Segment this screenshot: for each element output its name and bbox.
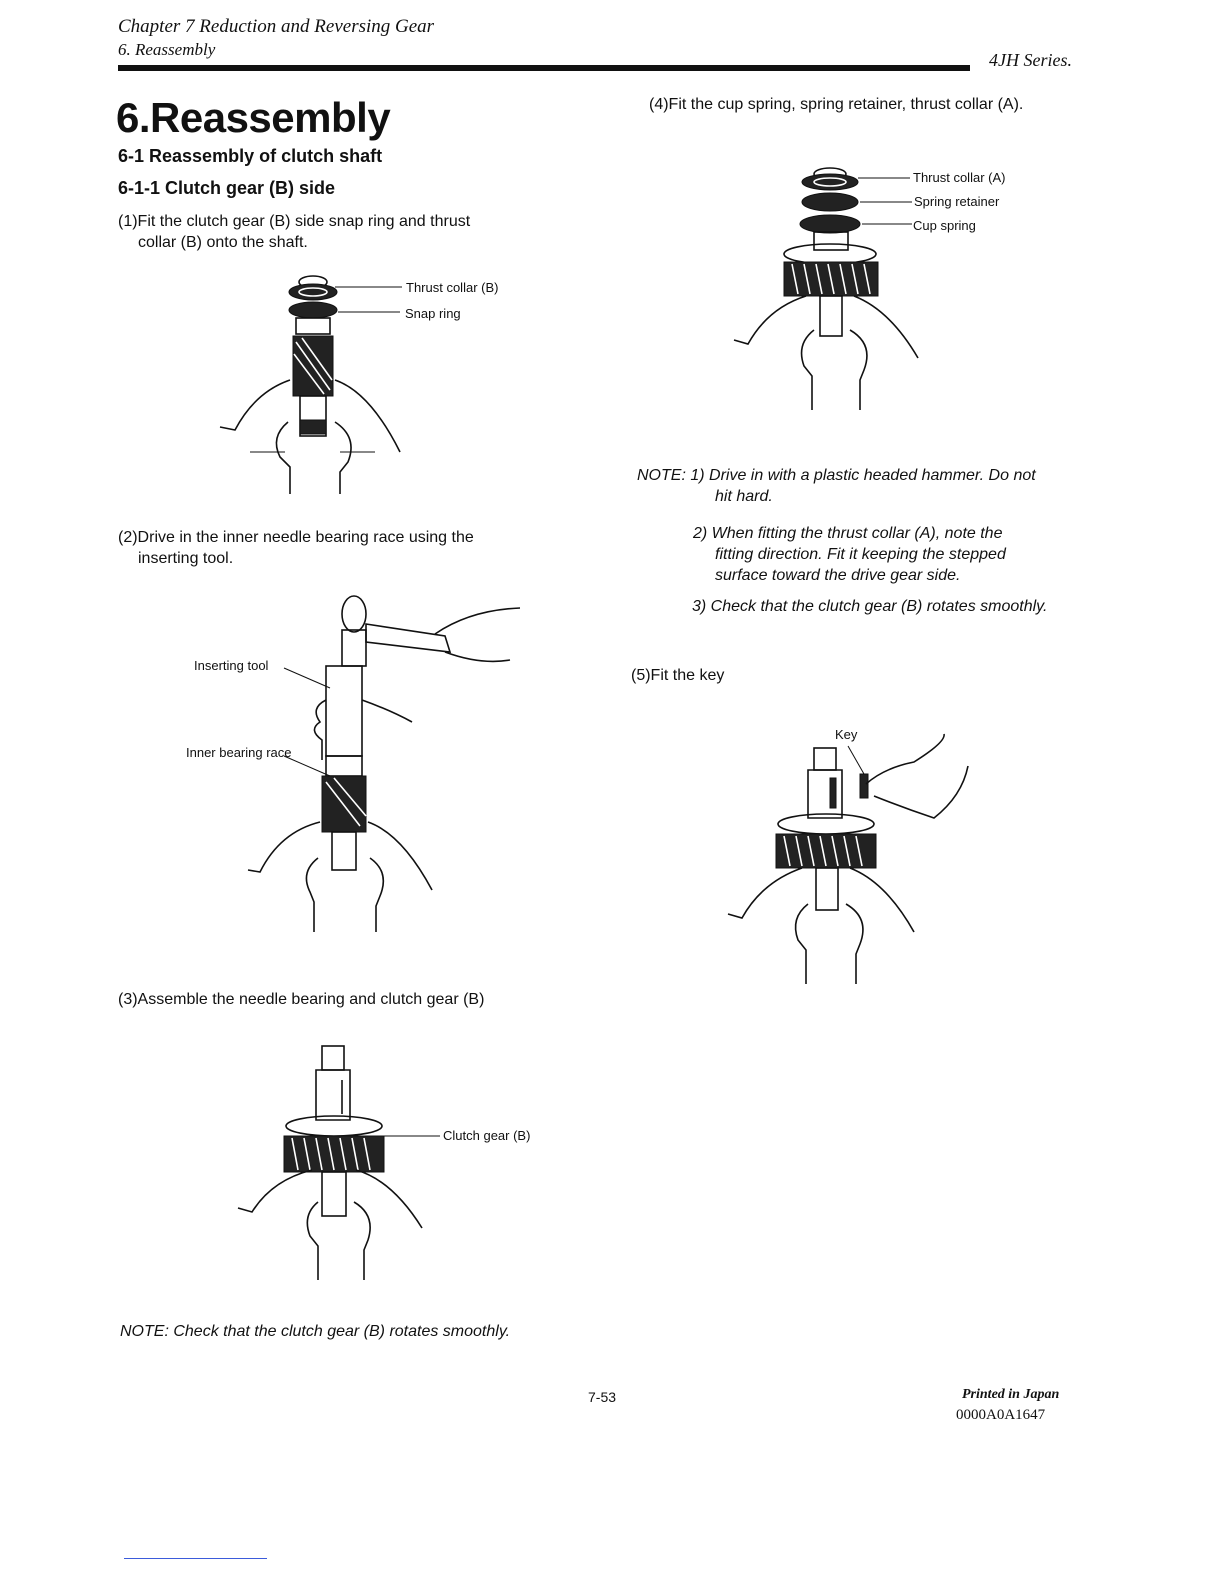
step-3: (3)Assemble the needle bearing and clutch gear (B) xyxy=(118,991,485,1008)
step-4: (4)Fit the cup spring, spring retainer, thrust collar (A). xyxy=(649,96,1024,113)
label-thrust-collar-a: Thrust collar (A) xyxy=(913,170,1006,185)
label-snap-ring: Snap ring xyxy=(405,306,461,321)
label-thrust-collar-b: Thrust collar (B) xyxy=(406,280,499,295)
step-1-line-1: (1)Fit the clutch gear (B) side snap ring and thrust xyxy=(118,213,471,230)
document-code: 0000A0A1647 xyxy=(956,1407,1046,1423)
chapter-header: Chapter 7 Reduction and Reversing Gear xyxy=(118,16,435,37)
subsection-6-1-1: 6-1-1 Clutch gear (B) side xyxy=(118,178,336,198)
subsection-6-1: 6-1 Reassembly of clutch shaft xyxy=(118,146,383,166)
step-1-line-2: collar (B) onto the shaft. xyxy=(138,234,308,251)
step-2 xyxy=(118,527,548,569)
label-cup-spring: Cup spring xyxy=(913,218,976,233)
note-right-1-line-2: hit hard. xyxy=(715,488,773,505)
note-right-2 xyxy=(693,523,1093,586)
figure-fit-key xyxy=(724,728,1004,990)
label-key: Key xyxy=(835,727,858,742)
series-label: 4JH Series. xyxy=(989,50,1072,70)
note-right-1-line-1: NOTE: 1) Drive in with a plastic headed hammer. Do not xyxy=(637,467,1036,484)
label-inner-bearing-race: Inner bearing race xyxy=(186,745,292,760)
label-clutch-gear-b: Clutch gear (B) xyxy=(443,1128,531,1143)
step-5: (5)Fit the key xyxy=(631,667,725,684)
label-spring-retainer: Spring retainer xyxy=(914,194,1000,209)
label-inserting-tool: Inserting tool xyxy=(194,658,269,673)
step-1 xyxy=(118,211,548,253)
note-right-2-line-2: fitting direction. Fit it keeping the stepped xyxy=(715,546,1006,563)
bottom-rule xyxy=(124,1558,267,1559)
note-right-1 xyxy=(637,465,1087,507)
note-right-2-line-1: 2) When fitting the thrust collar (A), note the xyxy=(693,525,1003,542)
step-2-line-2: inserting tool. xyxy=(138,550,234,567)
page-number: 7-53 xyxy=(588,1389,617,1405)
figure-inserting-tool xyxy=(230,590,530,940)
section-header: 6. Reassembly xyxy=(118,40,216,59)
page-title: 6.Reassembly xyxy=(116,94,391,141)
note-right-2-line-3: surface toward the drive gear side. xyxy=(715,567,961,584)
note-left: NOTE: Check that the clutch gear (B) rotates smoothly. xyxy=(120,1323,511,1340)
header-rule xyxy=(118,65,970,71)
step-2-line-1: (2)Drive in the inner needle bearing race using the xyxy=(118,529,474,546)
printed-in-japan: Printed in Japan xyxy=(962,1387,1060,1402)
figure-clutch-gear-b xyxy=(232,1040,552,1290)
note-right-3: 3) Check that the clutch gear (B) rotates smoothly. xyxy=(692,598,1048,615)
figure-snap-ring-thrust-collar xyxy=(210,262,530,502)
